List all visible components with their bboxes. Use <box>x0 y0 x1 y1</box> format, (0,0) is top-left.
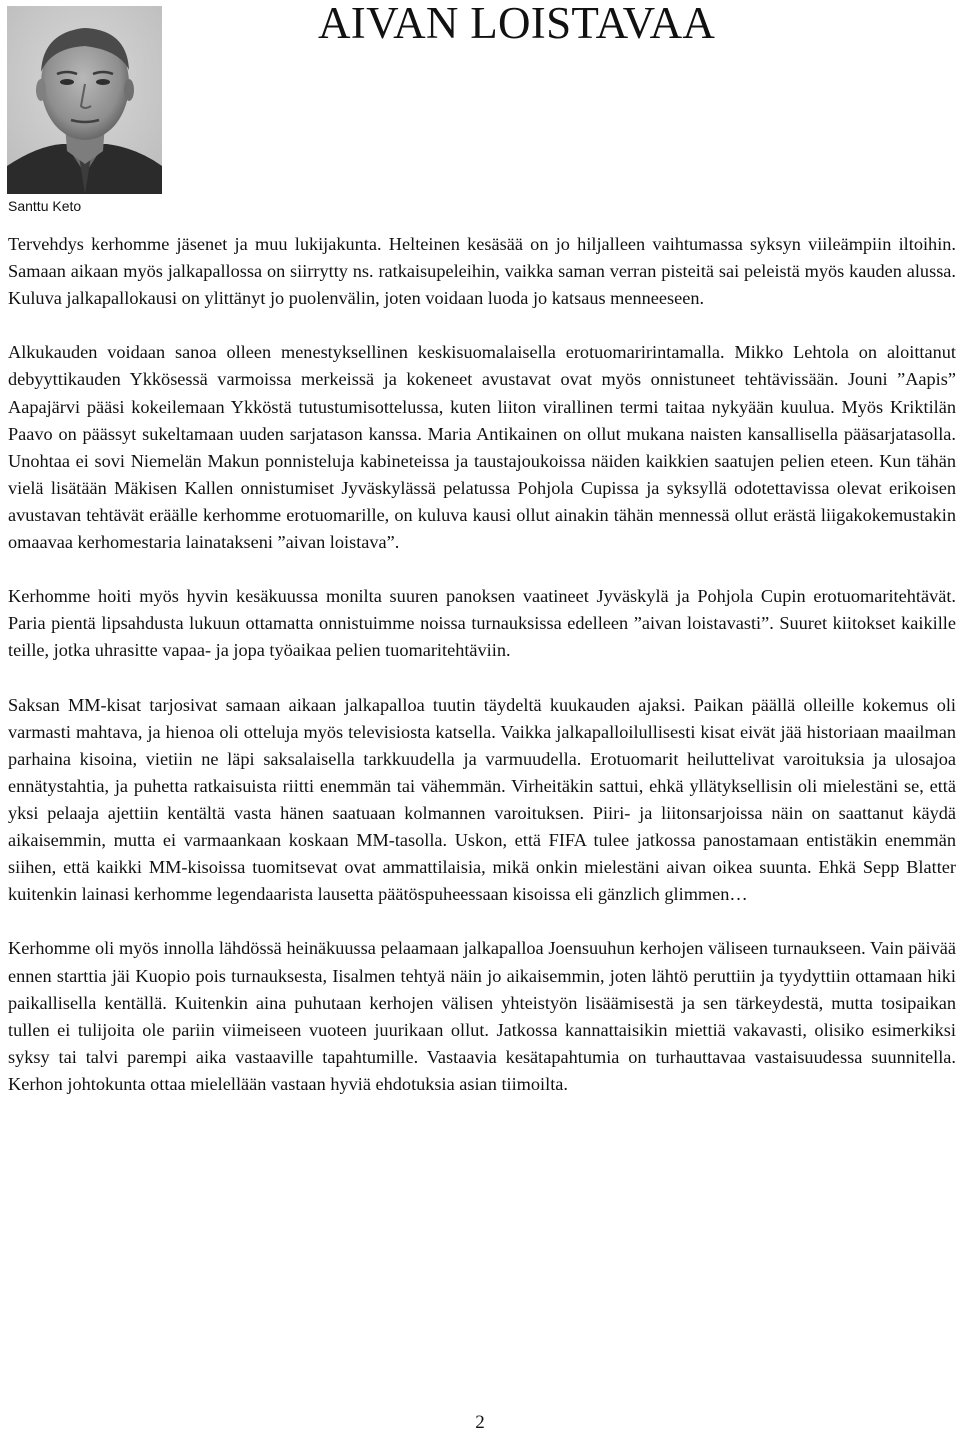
photo-caption: Santtu Keto <box>8 198 82 214</box>
page-number: 2 <box>475 1412 485 1433</box>
article-paragraph: Alkukauden voidaan sanoa olleen menestyksellinen keskisuomalaisella erotuomaririntamalla. Mikko Lehtola on aloittanut debyyttikauden Ykkösessä varmoissa merkeissä ja kokeneet avustavat ovat myös onnistuneet tehtävissään. Jouni ”Aapis” Aapajärvi pääsi kokeilemaan Ykköstä tutustumisottelussa, kuten liiton virallinen termi taitaa nykyään kuulua. Myös Kriktilän Paavo on päässyt sukeltamaan uuden sarjatason kanssa. Maria Antikainen on ollut mukana naisten kansallisella pääsarjatasolla. Unohtaa ei sovi Niemelän Makun ponnisteluja kabineteissa ja taustajoukoissa näiden kaikkien saatujen pelien eteen. Kun tähän vielä lisätään Mäkisen Kallen onnistumiset Jyväskylässä pelatussa Pohjola Cupissa ja syksyllä odotettavissa olevat erikoisen avustavan tehtävät eräälle kerhomme erotuomarille, on kuluva kausi ollut ainakin tähän mennessä ollut erästä liigakokemustakin omaavaa kerhomestaria lainatakseni ”aivan loistava”. <box>8 342 956 553</box>
article-paragraph: Tervehdys kerhomme jäsenet ja muu lukijakunta. Helteinen kesäsää on jo hiljalleen vaihtumassa syksyn viileämpiin iltoihin. Samaan aikaan myös jalkapallossa on siirrytty ns. ratkaisupeleihin, vaikka saman verran pisteitä sai peleistä myös kauden alussa. Kuluva jalkapallokausi on ylittänyt jo puolenvälin, joten voidaan luoda jo katsaus menneeseen. <box>8 234 956 309</box>
author-portrait-photo <box>7 6 162 194</box>
article-paragraph: Kerhomme hoiti myös hyvin kesäkuussa monilta suuren panoksen vaatineet Jyväskylä ja Pohjola Cupin erotuomaritehtävät. Paria pientä lipsahdusta lukuun ottamatta onnistuimme noissa turnauksissa edelleen ”aivan loistavasti”. Suuret kiitokset kaikille teille, jotka uhrasitte vapaa- ja jopa työaikaa pelien tuomaritehtäviin. <box>8 586 956 661</box>
article-body <box>8 231 956 1098</box>
article-paragraph: Kerhomme oli myös innolla lähdössä heinäkuussa pelaamaan jalkapalloa Joensuuhun kerhojen väliseen turnaukseen. Vain päivää ennen starttia jäi Kuopio pois turnauksesta, Iisalmen tehtyä näin jo aikaisemmin, joten lähtö peruttiin ja tyydyttiin ottamaan hiki paikallisella kentällä. Kuitenkin aina puhutaan kerhojen välisen yhteistyön lisäämisestä ja sen tärkeydestä, mutta tosipaikan tullen ei tulijoita ole pariin viimeiseen vuoteen juurikaan ollut. Jatkossa kannattaisikin miettiä vakavasti, olisiko esimerkiksi syksy tai talvi parempi aika vastaaville tapahtumille. Vastaavia kesätapahtumia on turhauttavaa vastaisuudessa suunnitella. Kerhon johtokunta ottaa mielellään vastaan hyviä ehdotuksia asian tiimoilta. <box>8 938 956 1094</box>
article-paragraph: Saksan MM-kisat tarjosivat samaan aikaan jalkapalloa tuutin täydeltä kuukauden ajaksi. Paikan päällä olleille kokemus oli varmasti mahtava, ja hienoa oli otteluja myös televisiosta katsella. Vaikka jalkapalloilullisesti kisat eivät jää historiaan maailman parhaina kisoina, vietiin ne läpi saksalaisella tarkkuudella ja varmuudella. Erotuomarit heiluttelivat varoituksia ja ulosajoa ennätystahtia, ja puhetta ratkaisuista riitti enemmän tai vähemmän. Virheitäkin sattui, ehkä yllätyksellisin oli mielestäni se, että yksi pelaaja ajettiin kentältä vasta hänen saatuaan kolmannen varoituksen. Piiri- ja liitonsarjoissa näin on saattanut käydä aikaisemmin, mutta ei varmaankaan koskaan MM-tasolla. Uskon, että FIFA tulee jatkossa panostamaan entistäkin enemmän siihen, että kaikki MM-kisoissa tuomitsevat ovat ammattilaisia, mikä onkin mielestäni aivan oikea suunta. Ehkä Sepp Blatter kuitenkin lainasi kerhomme legendaarista lausetta päätöspuheessaan kisoissa eli gänzlich glimmen… <box>8 694 956 905</box>
article-title: AIVAN LOISTAVAA <box>318 0 716 48</box>
